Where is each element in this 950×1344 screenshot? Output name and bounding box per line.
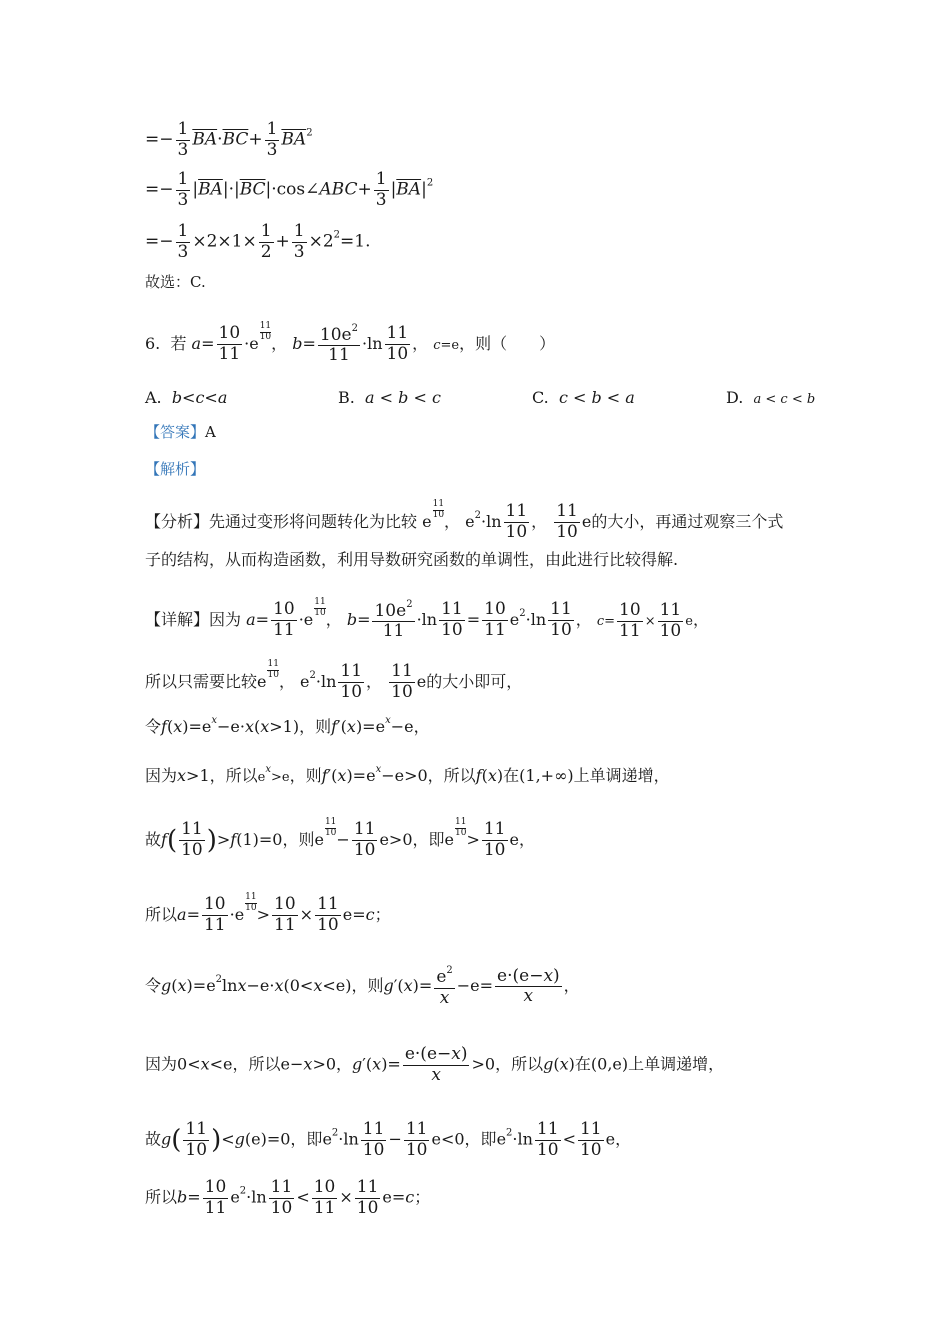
fraction: $\frac{1}{3}$ <box>177 119 189 160</box>
analysis-heading: 【解析】 <box>145 460 206 478</box>
option-a[interactable]: A. b<c<a <box>145 388 228 407</box>
equation-line-2: =− $\frac{1}{3}$ $|\overline{BA}|\cdot|\overline{BC}|\cdot\cos\angle ABC+$ $\frac{1}{3}$ $|\overline{BA}|^2$ <box>145 169 434 210</box>
equation-line-3: =− $\frac{1}{3}$ ×2×1× $\frac{1}{2}$ + $\frac{1}{3}$ $\times 2^2=1$. <box>145 221 371 262</box>
conclusion: 故选：C. <box>145 273 206 291</box>
detail-line-9: 故g( $\frac{11}{10}$ )<g(e)=0，即$e^2\cdot\ln$ $\frac{11}{10}$ − $\frac{11}{10}$ e<0，即$e^2\cdot\ln$ $\frac{11}{10}$ < $\frac{11}{10}$ e， <box>145 1119 632 1160</box>
detail-line-8: 因为0<x<e，所以e−x>0，g′(x)= $\frac{e\cdot(e-x)}{x}$ >0，所以g(x)在(0,e)上单调递增， <box>145 1044 725 1085</box>
detail-line-4: 因为x>1，所以$e^x>e$，则$f'(x)=e^x-e>0$，所以f(x)在(1,+∞)上单调递增， <box>145 764 670 785</box>
option-c[interactable]: C. c < b < a <box>532 388 635 407</box>
equation-line-1: =− $\frac{1}{3}$ $\overline{BA}\cdot\overline{BC}+$ $\frac{1}{3}$ $\overline{BA}^2$ <box>145 119 313 160</box>
detail-line-1: 【详解】因为 a= $\frac{10}{11}$ ·e $\frac{11}{10}$ ， b= $\frac{10e^2}{11}$ ·ln $\frac{11}{10}$ = $\frac{10}{11}$ $e^2\cdot\ln$ $\frac{11}{10}$ ， c= $\frac{10}{11}$ × $\frac{11}{10}$ e， <box>145 597 709 642</box>
detail-line-2: 所以只需要比较e $\frac{11}{10}$ ， $e^2\cdot\ln$ $\frac{11}{10}$ ， $\frac{11}{10}$ e的大小即可， <box>145 659 523 702</box>
detail-line-7: 令$g(x)=e^2\ln x-e\cdot x(0<x<e)$，则g′(x)= $\frac{e^2}{x}$ −e= $\frac{e\cdot(e-x)}{x}$ ， <box>145 965 580 1008</box>
detail-line-6: 所以a= $\frac{10}{11}$ ·e $\frac{11}{10}$ > $\frac{10}{11}$ × $\frac{11}{10}$ e=c； <box>145 892 391 935</box>
question-6: 6. 若 a= $\frac{10}{11}$ ·e $\frac{11}{10}$ ， b= $\frac{10e^2}{11}$ ·ln $\frac{11}{10}$ ， c=e，则（ ） <box>145 321 556 366</box>
option-d[interactable]: D. a < c < b <box>726 388 816 407</box>
detail-line-5: 故f( $\frac{11}{10}$ )>f(1)=0，则e $\frac{11}{10}$ − $\frac{11}{10}$ e>0，即e $\frac{11}{10}$ > $\frac{11}{10}$ e， <box>145 817 535 860</box>
option-b[interactable]: B. a < b < c <box>338 388 441 407</box>
detail-line-10: 所以b= $\frac{10}{11}$ $e^2\cdot\ln$ $\frac{11}{10}$ < $\frac{10}{11}$ × $\frac{11}{10}$ e=c； <box>145 1177 431 1218</box>
answer: 【答案】A <box>145 423 216 441</box>
fenxi-line-2: 子的结构，从而构造函数，利用导数研究函数的单调性，由此进行比较得解. <box>145 550 679 569</box>
fenxi-line-1: 【分析】先通过变形将问题转化为比较 e $\frac{11}{10}$ ， $e^2\cdot\ln$ $\frac{11}{10}$ ， $\frac{11}{10}$ e的大小，再通过观察三个式 <box>145 499 784 542</box>
detail-line-3: 令$f(x)=e^x-e\cdot x(x>1)$，则$f'(x)=e^x-e$， <box>145 715 430 736</box>
